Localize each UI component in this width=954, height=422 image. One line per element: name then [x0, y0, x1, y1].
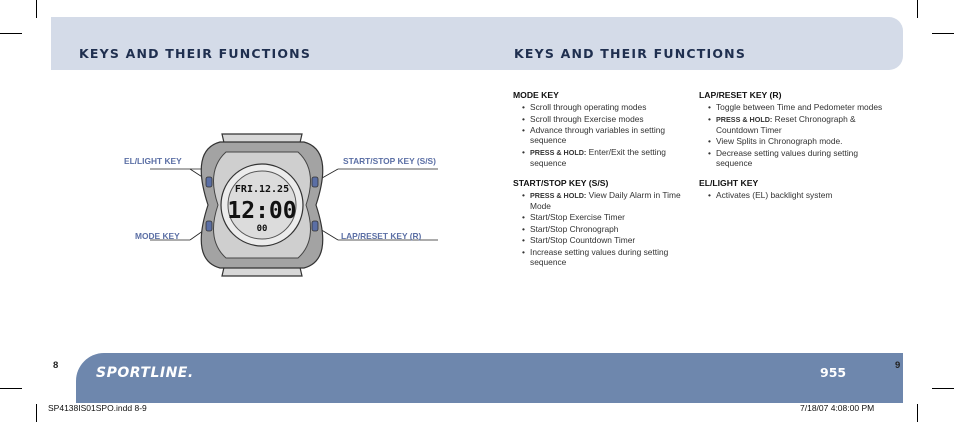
watch-display-day: FRI.12.25 [234, 184, 290, 195]
bullet-icon: • [522, 212, 525, 222]
list-item [513, 235, 698, 245]
watch-display-seconds: 00 [256, 224, 268, 234]
right-page-title: KEYS AND THEIR FUNCTIONS [514, 46, 747, 61]
list-item [513, 224, 698, 234]
left-page-number: 8 [53, 360, 59, 371]
start-stop-key-label: START/STOP KEY (S/S) [343, 156, 436, 166]
list-item [513, 247, 698, 267]
crop-mark [932, 388, 954, 389]
list-item [699, 114, 884, 135]
bullet-icon: • [522, 125, 525, 135]
list-item-text: Start/Stop Countdown Timer [530, 235, 636, 245]
list-item-text: Activates (EL) backlight system [716, 189, 833, 200]
el-light-key-heading: EL/LIGHT KEY [699, 177, 759, 188]
list-item-text: Decrease setting values during setting sequence [716, 147, 858, 168]
bullet-icon: • [522, 235, 525, 245]
mode-key-label: MODE KEY [135, 231, 180, 241]
bullet-icon: • [522, 189, 525, 200]
footer-band [76, 353, 903, 403]
list-item [513, 114, 698, 124]
el-light-key-label: EL/LIGHT KEY [124, 156, 182, 166]
crop-mark [917, 404, 918, 422]
bullet-icon: • [708, 147, 711, 158]
crop-mark [36, 0, 37, 18]
list-item [513, 190, 698, 211]
key-column-left [513, 90, 698, 277]
list-item-text: Scroll through operating modes [530, 102, 647, 112]
key-column-right [699, 90, 884, 210]
lap-reset-key-label: LAP/RESET KEY (R) [341, 231, 422, 241]
press-hold-label: PRESS & HOLD: [716, 114, 773, 124]
bullet-icon: • [522, 223, 525, 234]
mode-key-shape [206, 221, 212, 231]
mode-key-list [513, 102, 698, 168]
list-item [513, 102, 698, 112]
list-item-text: View Daily Alarm in Time Mode [530, 189, 681, 211]
lap-reset-key-shape [312, 221, 318, 231]
start-stop-key-heading: START/STOP KEY (S/S) [513, 177, 609, 188]
list-item [699, 190, 884, 200]
list-item-text: Scroll through Exercise modes [530, 113, 644, 124]
right-page-number: 9 [895, 360, 901, 371]
crop-mark [0, 388, 22, 389]
bullet-icon: • [708, 136, 711, 146]
list-item [699, 136, 884, 146]
start-stop-key-shape [312, 177, 318, 187]
header-band [51, 17, 903, 70]
list-item [513, 125, 698, 145]
bullet-icon: • [708, 102, 711, 112]
list-item [699, 148, 884, 168]
list-item-text: Start/Stop Exercise Timer [530, 212, 625, 222]
list-item-text: Reset Chronograph & Countdown Timer [716, 113, 856, 135]
left-page-title: KEYS AND THEIR FUNCTIONS [79, 46, 312, 61]
el-light-key-list [699, 190, 884, 200]
list-item-text: View Splits in Chronograph mode. [716, 136, 843, 146]
lap-reset-key-heading: LAP/RESET KEY (R) [699, 90, 782, 100]
watch-illustration [150, 120, 450, 290]
mode-key-heading: MODE KEY [513, 90, 559, 100]
watch-display-time: 12:00 [227, 198, 297, 224]
list-item [699, 102, 884, 112]
crop-mark [36, 404, 37, 422]
press-hold-label: PRESS & HOLD: [530, 147, 587, 157]
bullet-icon: • [522, 246, 525, 257]
bullet-icon: • [708, 189, 711, 200]
list-item-text: Start/Stop Chronograph [530, 223, 619, 234]
list-item [513, 147, 698, 168]
slug-date: 7/18/07 4:08:00 PM [800, 403, 875, 413]
bullet-icon: • [522, 102, 525, 112]
crop-mark [917, 0, 918, 18]
list-item-text: Increase setting values during setting sequence [530, 246, 669, 267]
press-hold-label: PRESS & HOLD: [530, 190, 587, 200]
list-item-text: Advance through variables in setting sequence [530, 125, 666, 145]
list-item [513, 212, 698, 222]
lap-reset-key-list [699, 102, 884, 168]
bullet-icon: • [708, 113, 711, 124]
el-light-key-shape [206, 177, 212, 187]
brand-logo: SPORTLINE. [96, 365, 194, 381]
bullet-icon: • [522, 113, 525, 124]
crop-mark [932, 33, 954, 34]
list-item-text: Enter/Exit the setting sequence [530, 146, 666, 168]
model-number: 955 [820, 365, 847, 380]
slug-filename: SP4138IS01SPO.indd 8-9 [48, 403, 147, 413]
bullet-icon: • [522, 146, 525, 157]
crop-mark [0, 33, 22, 34]
start-stop-key-list [513, 190, 698, 267]
list-item-text: Toggle between Time and Pedometer modes [716, 102, 883, 112]
